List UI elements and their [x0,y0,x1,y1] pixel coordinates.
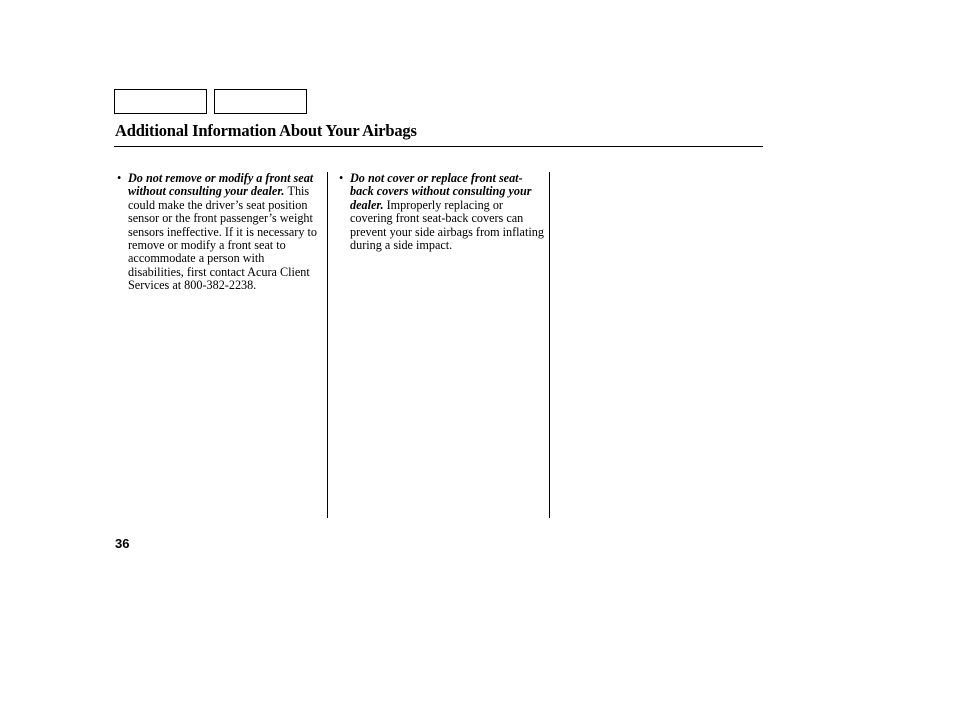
bullet-body: Improperly replacing or covering front seat-back covers can prevent your side airbags from inflating during a side impact. [350,197,544,253]
nav-tab-box-1[interactable] [114,89,207,114]
column-divider [327,172,328,518]
bullet-body: This could make the driver’s seat position sensor or the front passenger’s weight sensors ineffective. If it is necessary to remove or modify a front seat to accommodate a person with disabilities, first contact Acura Client Services at 800-382-2238. [128,184,317,293]
page-title: Additional Information About Your Airbags [115,121,417,140]
text-column-2 [339,172,545,252]
bullet-lead: Do not cover or replace front seat-back covers without consulting your dealer. [350,171,532,212]
bullet-item [339,172,545,252]
nav-tab-box-2[interactable] [214,89,307,114]
title-rule [114,146,763,147]
bullet-item [117,172,323,293]
bullet-icon: • [117,171,122,185]
page-number: 36 [115,536,130,551]
bullet-lead: Do not remove or modify a front seat without consulting your dealer. [128,171,314,199]
column-divider [549,172,550,518]
bullet-icon: • [339,171,344,185]
text-column-1 [117,172,323,293]
